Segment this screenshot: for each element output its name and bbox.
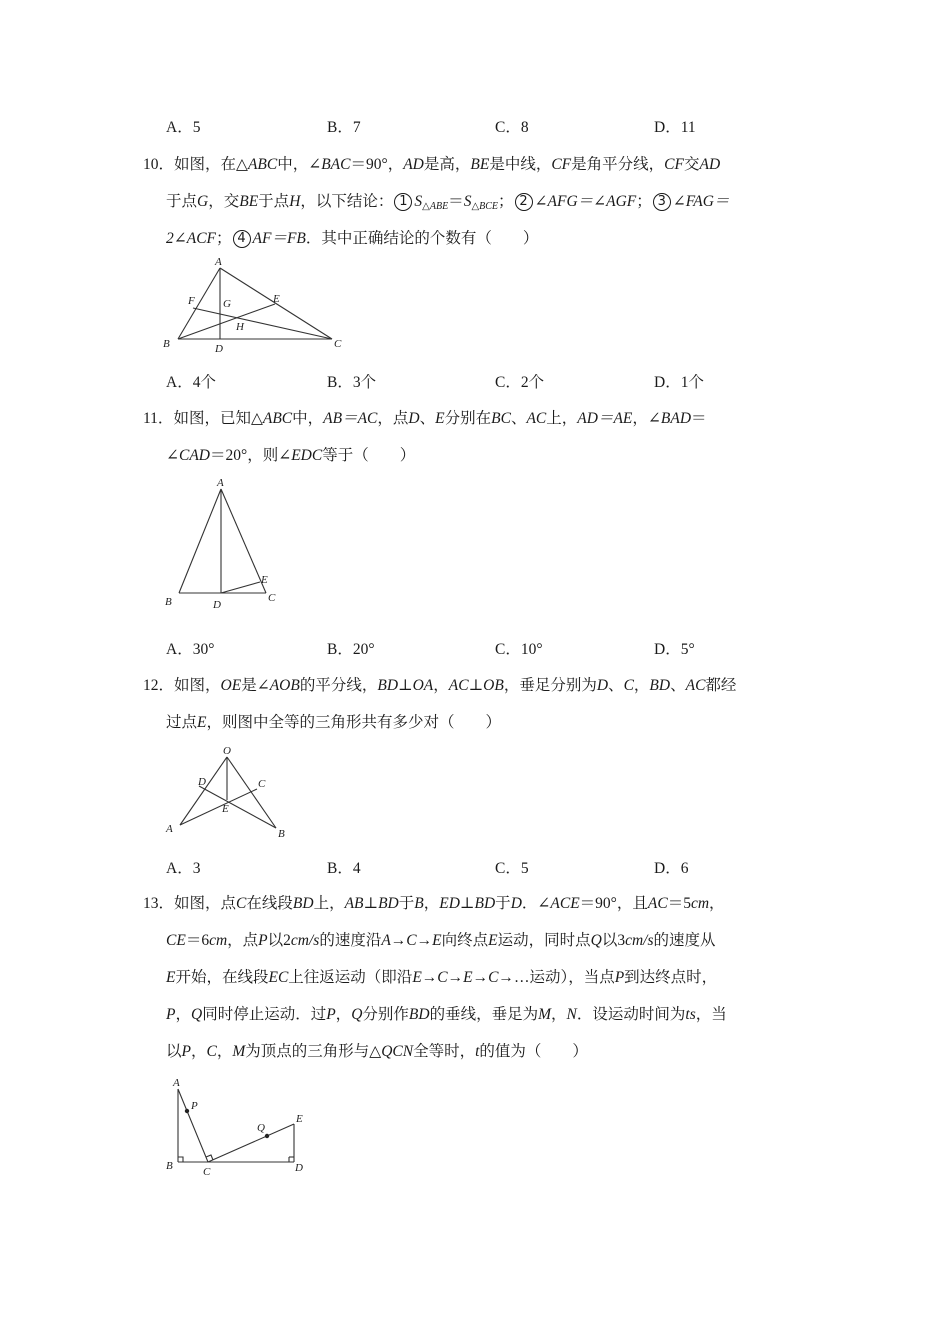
text: 分别在 bbox=[444, 410, 492, 427]
text: ＝90°， bbox=[350, 156, 404, 173]
text: 运动，同时点 bbox=[497, 932, 591, 949]
text: ．其中正确结论的个数有（ ） bbox=[305, 230, 539, 247]
math: OE bbox=[220, 677, 242, 694]
option-value: 3 bbox=[192, 860, 201, 877]
text: ＝ bbox=[691, 410, 707, 427]
option-label: C． bbox=[495, 119, 521, 136]
text: 是∠ bbox=[241, 677, 270, 694]
text: ，则图中全等的三角形共有多少对（ ） bbox=[206, 714, 501, 731]
label-c: C bbox=[258, 778, 266, 790]
math: ACE bbox=[550, 895, 580, 912]
segment-cf bbox=[193, 308, 332, 339]
q10-line-1 bbox=[143, 155, 720, 175]
q11-line-1 bbox=[143, 409, 707, 429]
label-d: D bbox=[295, 1162, 303, 1174]
text: 、 bbox=[608, 677, 624, 694]
label-e: E bbox=[273, 293, 280, 305]
text: …运动），当点 bbox=[513, 969, 615, 986]
text: ； bbox=[498, 193, 514, 210]
math: C bbox=[236, 895, 247, 912]
text: ，垂足分别为 bbox=[503, 677, 597, 694]
text: 向终点 bbox=[441, 932, 489, 949]
math: P bbox=[181, 1043, 191, 1060]
math: CAD bbox=[179, 447, 210, 464]
text: 过点 bbox=[166, 714, 198, 731]
question-number: 10． bbox=[143, 156, 175, 173]
text: 上往返运动（即沿 bbox=[288, 969, 413, 986]
math: AC⊥OB bbox=[448, 677, 504, 694]
math: ED⊥BD bbox=[439, 895, 496, 912]
math: BD bbox=[408, 1006, 430, 1023]
math: EDC bbox=[291, 447, 323, 464]
label-g: G bbox=[223, 298, 231, 310]
option-value: 7 bbox=[352, 119, 361, 136]
label-b: B bbox=[165, 596, 172, 608]
label-d: D bbox=[213, 599, 221, 611]
q11-option-d[interactable] bbox=[654, 640, 695, 660]
math: cm bbox=[209, 932, 228, 949]
option-value: 6 bbox=[680, 860, 689, 877]
text: ， bbox=[551, 1006, 567, 1023]
math: Q bbox=[590, 932, 602, 949]
q10-triangle-figure bbox=[160, 255, 360, 360]
q13-line-4 bbox=[166, 1005, 727, 1025]
math: BC bbox=[491, 410, 511, 427]
option-value: 1个 bbox=[680, 374, 704, 391]
math: AC bbox=[685, 677, 706, 694]
math: P bbox=[326, 1006, 336, 1023]
math: S bbox=[414, 193, 423, 210]
option-label: D． bbox=[654, 374, 681, 391]
math: CE bbox=[166, 932, 186, 949]
text: ．∠ bbox=[521, 895, 551, 912]
math: cm bbox=[690, 895, 710, 912]
label-b: B bbox=[166, 1160, 173, 1172]
math: ∠FAG＝ bbox=[672, 193, 730, 210]
circled-number-2: 2 bbox=[515, 193, 533, 211]
q11-triangle-figure bbox=[160, 475, 290, 615]
label-a: A bbox=[166, 823, 173, 835]
math: E→C→E→C→ bbox=[412, 969, 514, 986]
text: 如图，点 bbox=[174, 895, 237, 912]
math: D bbox=[596, 677, 609, 694]
option-value: 11 bbox=[680, 119, 696, 136]
math: ∠AFG＝∠AGF bbox=[534, 193, 637, 210]
text: ＝ bbox=[448, 193, 464, 210]
q11-option-c[interactable] bbox=[495, 640, 543, 660]
text: 的值为（ ） bbox=[479, 1043, 588, 1060]
text: 、 bbox=[419, 410, 436, 427]
text: 如图， bbox=[174, 677, 221, 694]
option-value: 10° bbox=[520, 641, 543, 658]
text: 全等时， bbox=[413, 1043, 476, 1060]
text: 于点 bbox=[258, 193, 290, 210]
option-value: 5 bbox=[192, 119, 201, 136]
text: 是角平分线， bbox=[571, 156, 665, 173]
math: P bbox=[258, 932, 268, 949]
option-value: 3个 bbox=[352, 374, 377, 391]
text: 如图，已知△ bbox=[173, 410, 263, 427]
q12-option-b[interactable] bbox=[327, 859, 361, 879]
text: 如图，在△ bbox=[174, 156, 248, 173]
text: ，点 bbox=[377, 410, 409, 427]
math: C bbox=[623, 677, 634, 694]
math: E bbox=[197, 714, 207, 731]
math: M bbox=[232, 1043, 246, 1060]
q12-line-1 bbox=[143, 676, 736, 696]
text: ； bbox=[216, 230, 232, 247]
option-value: 20° bbox=[352, 641, 375, 658]
option-label: C． bbox=[495, 641, 521, 658]
text: 都经 bbox=[705, 677, 737, 694]
q12-option-c[interactable] bbox=[495, 859, 529, 879]
q10-option-a[interactable] bbox=[166, 373, 216, 393]
label-h: H bbox=[236, 321, 244, 333]
math: CF bbox=[551, 156, 572, 173]
q13-line-2 bbox=[166, 931, 716, 951]
text: ， bbox=[709, 895, 725, 912]
math: QCN bbox=[381, 1043, 414, 1060]
question-number: 13． bbox=[143, 895, 175, 912]
text: ， bbox=[423, 895, 440, 912]
math: E bbox=[166, 969, 176, 986]
segment-ac bbox=[180, 789, 257, 825]
text: 为顶点的三角形与△ bbox=[245, 1043, 382, 1060]
text: ， bbox=[175, 1006, 191, 1023]
q11-option-a[interactable] bbox=[166, 640, 214, 660]
math: C bbox=[206, 1043, 217, 1060]
text: 中， bbox=[292, 410, 324, 427]
text: ∠ bbox=[166, 447, 179, 464]
text: ，∠ bbox=[632, 410, 661, 427]
q9-option-b[interactable] bbox=[327, 118, 361, 138]
text: ， bbox=[190, 1043, 207, 1060]
text: ，点 bbox=[227, 932, 259, 949]
text: 于点 bbox=[166, 193, 198, 210]
q10-line-2 bbox=[166, 192, 729, 217]
math: 2∠ACF bbox=[166, 230, 217, 247]
label-a: A bbox=[173, 1077, 180, 1089]
text: ．设运动时间为 bbox=[576, 1006, 686, 1023]
q9-option-a[interactable] bbox=[166, 118, 200, 138]
label-c: C bbox=[203, 1166, 211, 1178]
label-e: E bbox=[222, 803, 229, 815]
label-a: A bbox=[217, 477, 224, 489]
q12-option-a[interactable] bbox=[166, 859, 200, 879]
math: AB＝AC bbox=[323, 410, 378, 427]
circled-number-1: 1 bbox=[394, 193, 412, 211]
label-p: P bbox=[191, 1100, 198, 1112]
math: A→C→E bbox=[381, 932, 442, 949]
option-label: B． bbox=[327, 374, 353, 391]
math: BE bbox=[470, 156, 490, 173]
label-e: E bbox=[261, 574, 268, 586]
q9-option-d[interactable] bbox=[654, 118, 696, 138]
math: AD＝AE bbox=[577, 410, 633, 427]
option-label: B． bbox=[327, 641, 353, 658]
math: AOB bbox=[269, 677, 300, 694]
math: B bbox=[414, 895, 424, 912]
text: 于 bbox=[398, 895, 415, 912]
text: ， bbox=[335, 1006, 352, 1023]
text: 的速度从 bbox=[653, 932, 716, 949]
segment-ab bbox=[179, 489, 221, 593]
math: E bbox=[488, 932, 498, 949]
question-number: 12． bbox=[143, 677, 175, 694]
text: 上， bbox=[546, 410, 578, 427]
math: AC bbox=[526, 410, 547, 427]
label-a: A bbox=[215, 256, 222, 268]
option-value: 2个 bbox=[520, 374, 545, 391]
label-q: Q bbox=[257, 1122, 265, 1134]
math: Q bbox=[190, 1006, 203, 1023]
math: AC bbox=[647, 895, 668, 912]
option-value: 4个 bbox=[192, 374, 216, 391]
math: BD⊥OA bbox=[377, 677, 434, 694]
q13-line-3 bbox=[166, 968, 717, 988]
text: 上， bbox=[313, 895, 345, 912]
text: 分别作 bbox=[362, 1006, 409, 1023]
text: 、 bbox=[510, 410, 527, 427]
text: 以2 bbox=[267, 932, 291, 949]
q9-option-c[interactable] bbox=[495, 118, 529, 138]
math: Q bbox=[351, 1006, 363, 1023]
option-label: B． bbox=[327, 860, 353, 877]
option-value: 4 bbox=[352, 860, 361, 877]
label-d: D bbox=[215, 343, 223, 355]
math: BAC bbox=[321, 156, 351, 173]
text: 交 bbox=[683, 156, 700, 173]
subscript: △ABE bbox=[422, 201, 449, 212]
math: N bbox=[566, 1006, 577, 1023]
q13-line-1 bbox=[143, 894, 725, 914]
text: ， bbox=[433, 677, 449, 694]
math: D bbox=[408, 410, 420, 427]
math: S bbox=[463, 193, 472, 210]
q12-bisector-figure bbox=[160, 740, 300, 845]
text: 于 bbox=[495, 895, 511, 912]
text: 是中线， bbox=[489, 156, 552, 173]
text: 到达终点时， bbox=[624, 969, 718, 986]
label-d: D bbox=[198, 776, 206, 788]
text: 同时停止运动．过 bbox=[202, 1006, 327, 1023]
math: BD bbox=[649, 677, 671, 694]
point-q-dot bbox=[265, 1134, 269, 1138]
label-o: O bbox=[223, 745, 231, 757]
q11-line-2 bbox=[166, 446, 415, 466]
option-label: A． bbox=[166, 119, 193, 136]
text: 以 bbox=[166, 1043, 182, 1060]
text: ， bbox=[216, 1043, 233, 1060]
option-value: 5° bbox=[680, 641, 695, 658]
math: AD bbox=[403, 156, 424, 173]
q13-line-5 bbox=[166, 1042, 588, 1062]
label-c: C bbox=[334, 338, 342, 350]
text: 开始，在线段 bbox=[175, 969, 269, 986]
math: AF＝FB bbox=[252, 230, 306, 247]
option-label: A． bbox=[166, 641, 193, 658]
q10-option-b[interactable] bbox=[327, 373, 376, 393]
segment-bd bbox=[199, 786, 276, 828]
q10-option-c[interactable] bbox=[495, 373, 544, 393]
math: H bbox=[289, 193, 301, 210]
circled-number-3: 3 bbox=[653, 193, 671, 211]
text: ＝5 bbox=[667, 895, 691, 912]
question-number: 11． bbox=[143, 410, 174, 427]
math: cm/s bbox=[625, 932, 654, 949]
q13-motion-figure bbox=[160, 1072, 320, 1182]
text: ， bbox=[633, 677, 650, 694]
option-value: 30° bbox=[192, 641, 215, 658]
math: AD bbox=[699, 156, 721, 173]
text: 等于（ ） bbox=[322, 447, 416, 464]
subscript: △BCE bbox=[471, 201, 499, 212]
q10-option-d[interactable] bbox=[654, 373, 704, 393]
segment-oa bbox=[180, 757, 227, 825]
math: P bbox=[166, 1006, 176, 1023]
text: 以3 bbox=[601, 932, 626, 949]
label-c: C bbox=[268, 592, 276, 604]
math: ts bbox=[685, 1006, 696, 1023]
segment-ab bbox=[178, 268, 220, 339]
math: G bbox=[197, 193, 209, 210]
option-label: A． bbox=[166, 374, 193, 391]
math: BD bbox=[292, 895, 314, 912]
segment-ac bbox=[221, 489, 266, 593]
text: 的平分线， bbox=[299, 677, 378, 694]
label-e: E bbox=[296, 1113, 303, 1125]
option-label: B． bbox=[327, 119, 353, 136]
math: P bbox=[614, 969, 625, 986]
text: ＝90°，且 bbox=[579, 895, 648, 912]
text: ，交 bbox=[208, 193, 240, 210]
point-p-dot bbox=[185, 1109, 189, 1113]
option-label: C． bbox=[495, 374, 521, 391]
right-angle-b-icon bbox=[178, 1157, 183, 1162]
math: D bbox=[510, 895, 522, 912]
text: 是高， bbox=[423, 156, 471, 173]
text: ，以下结论： bbox=[300, 193, 394, 210]
math: EC bbox=[268, 969, 289, 986]
label-f: F bbox=[188, 295, 195, 307]
q12-line-2 bbox=[166, 713, 501, 733]
math: BAD bbox=[660, 410, 692, 427]
label-b: B bbox=[163, 338, 170, 350]
option-label: C． bbox=[495, 860, 521, 877]
math: AB⊥BD bbox=[344, 895, 399, 912]
option-value: 5 bbox=[520, 860, 529, 877]
q12-option-d[interactable] bbox=[654, 859, 688, 879]
text: 、 bbox=[670, 677, 686, 694]
segment-ce bbox=[208, 1124, 294, 1162]
text: ，当 bbox=[695, 1006, 727, 1023]
text: 在线段 bbox=[246, 895, 293, 912]
option-value: 8 bbox=[520, 119, 529, 136]
q10-line-3 bbox=[166, 229, 538, 249]
segment-de bbox=[221, 582, 260, 593]
option-label: D． bbox=[654, 860, 681, 877]
math: ABC bbox=[262, 410, 293, 427]
option-label: D． bbox=[654, 641, 681, 658]
math: CF bbox=[664, 156, 684, 173]
option-label: D． bbox=[654, 119, 681, 136]
math: t bbox=[475, 1043, 480, 1060]
text: ＝20°，则∠ bbox=[210, 447, 292, 464]
text: ＝6 bbox=[185, 932, 210, 949]
text: 的速度沿 bbox=[319, 932, 382, 949]
text: 的垂线，垂足为 bbox=[429, 1006, 539, 1023]
circled-number-4: 4 bbox=[233, 230, 251, 248]
math: M bbox=[538, 1006, 552, 1023]
text: 中，∠ bbox=[277, 156, 322, 173]
math: ABC bbox=[247, 156, 278, 173]
option-label: A． bbox=[166, 860, 193, 877]
q11-option-b[interactable] bbox=[327, 640, 375, 660]
text: ； bbox=[636, 193, 652, 210]
math: BE bbox=[239, 193, 259, 210]
math: cm/s bbox=[290, 932, 320, 949]
math: E bbox=[435, 410, 445, 427]
segment-ob bbox=[227, 757, 276, 828]
label-b: B bbox=[278, 828, 285, 840]
